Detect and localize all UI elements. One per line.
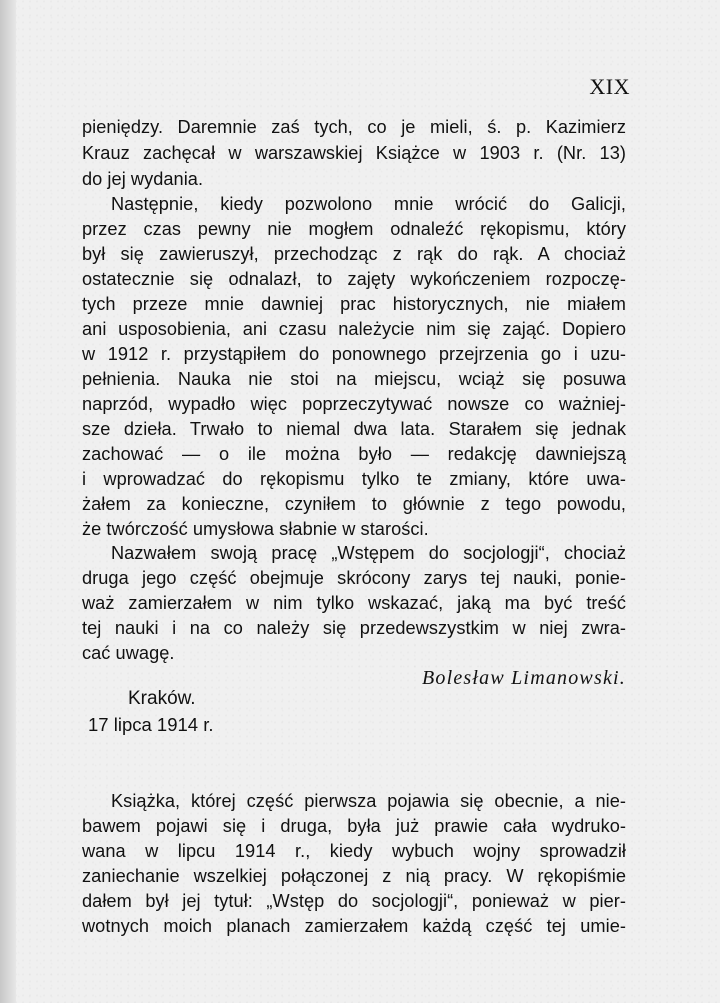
text-line-14: zachować — o ile można było — redakcję dawniejszą	[82, 444, 626, 464]
page-number: XIX	[589, 74, 630, 99]
text-line-20: waż zamierzałem w nim tylko wskazać, jaką ma być treść	[82, 593, 626, 613]
text-line-3: do jej wydania.	[82, 169, 204, 189]
text-line-18: Nazwałem swoją pracę „Wstępem do socjologji“, chociaż	[111, 543, 626, 563]
text-line-19: druga jego część obejmuje skrócony zarys tej nauki, ponie-	[82, 568, 626, 588]
note-line-2: bawem pojawi się i druga, była już prawie cała wydruko-	[82, 816, 626, 836]
text-line-6: był się zawieruszył, przechodząc z rąk do rąk. A chociaż	[82, 244, 626, 264]
section-spacing	[0, 771, 720, 772]
text-line-11: pełnienia. Nauka nie stoi na miejscu, wciąż się posuwa	[82, 369, 626, 389]
note-line-5: dałem był jej tytuł: „Wstęp do socjologji“, ponieważ w pier-	[82, 891, 626, 911]
text-line-8: tych przeze mnie dawniej prac historycznych, nie miałem	[82, 294, 626, 314]
text-line-4: Następnie, kiedy pozwolono mnie wrócić do Galicji,	[111, 194, 626, 214]
text-line-1: pieniędzy. Daremnie zaś tych, co je mieli, ś. p. Kazimierz	[82, 117, 626, 137]
text-line-22: cać uwagę.	[82, 643, 175, 663]
date-line: 17 lipca 1914 r.	[88, 714, 214, 735]
author-signature: Bolesław Limanowski.	[421, 667, 626, 689]
text-line-17: że twórczość umysłowa słabnie w starości.	[82, 519, 429, 539]
text-line-5: przez czas pewny nie mogłem odnaleźć rękopismu, który	[82, 219, 626, 239]
text-line-9: ani usposobienia, ani czasu należycie nim się zająć. Dopiero	[82, 319, 626, 339]
text-line-10: w 1912 r. przystąpiłem do ponownego przejrzenia go i uzu-	[82, 344, 626, 364]
page-left-edge-shadow	[0, 0, 16, 1003]
text-line-7: ostatecznie się odnalazł, to zajęty wykończeniem rozpoczę-	[82, 269, 626, 289]
text-line-16: żałem za konieczne, czyniłem to głównie z tego powodu,	[82, 494, 626, 514]
note-line-1: Książka, której część pierwsza pojawia się obecnie, a nie-	[111, 791, 626, 811]
text-line-13: sze dzieła. Trwało to niemal dwa lata. Starałem się jednak	[82, 419, 626, 439]
text-line-15: i wprowadzać do rękopismu tylko te zmiany, które uwa-	[82, 469, 626, 489]
text-line-12: naprzód, wypadło więc poprzeczytywać nowsze co ważniej-	[82, 394, 626, 414]
place-line: Kraków.	[128, 688, 196, 709]
text-line-21: tej nauki i na co należy się przedewszystkim w niej zwra-	[82, 618, 626, 638]
note-line-4: zaniechanie wszelkiej połączonej z nią pracy. W rękopiśmie	[82, 866, 626, 886]
note-line-3: wana w lipcu 1914 r., kiedy wybuch wojny sprowadził	[82, 841, 626, 861]
note-line-6: wotnych moich planach zamierzałem każdą część tej umie-	[82, 916, 626, 936]
text-line-2: Krauz zachęcał w warszawskiej Książce w 1903 r. (Nr. 13)	[82, 143, 626, 163]
